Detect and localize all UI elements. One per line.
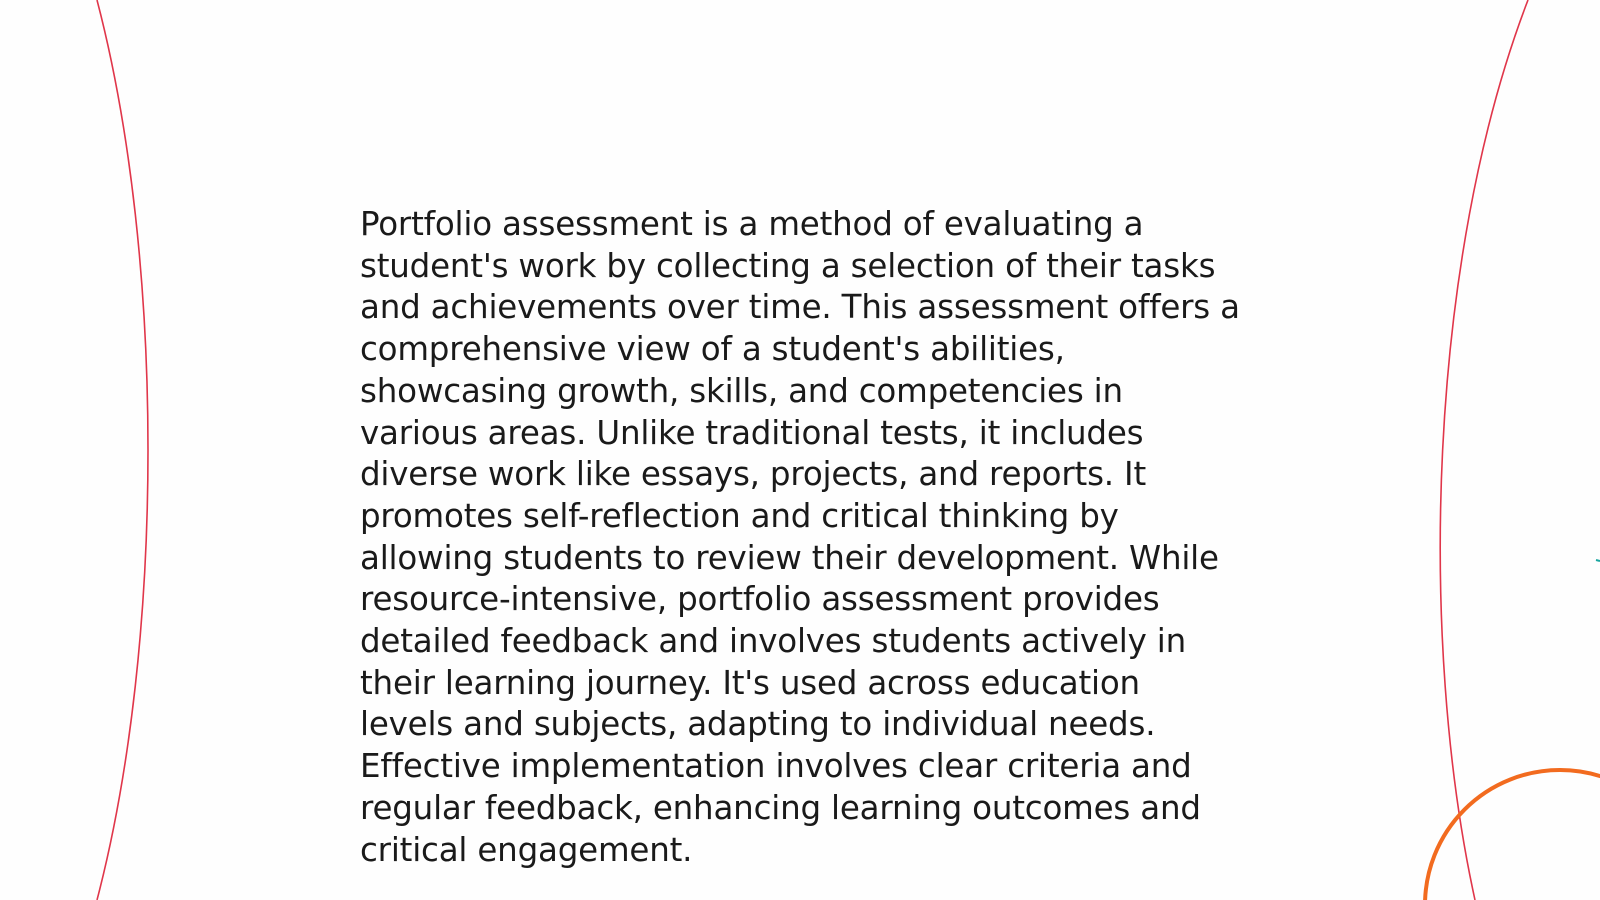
paragraph-line: and achievements over time. This assessment offers a [360, 288, 1240, 327]
left-curve [97, 0, 148, 900]
paragraph-line: diverse work like essays, projects, and reports. It [360, 455, 1146, 494]
paragraph-line: Effective implementation involves clear criteria and [360, 747, 1192, 786]
paragraph-line: promotes self-reflection and critical thinking by [360, 496, 1119, 535]
paragraph-line: detailed feedback and involves students actively in [360, 622, 1186, 661]
body-paragraph [360, 204, 1260, 871]
paragraph-line: their learning journey. It's used across education [360, 663, 1140, 702]
paragraph-line: critical engagement. [360, 830, 693, 869]
paragraph-line: regular feedback, enhancing learning outcomes and [360, 788, 1201, 827]
paragraph-line: showcasing growth, skills, and competencies in [360, 371, 1123, 410]
paragraph-line: levels and subjects, adapting to individual needs. [360, 705, 1156, 744]
right-curve [1440, 0, 1528, 900]
orange-circle-arc [1425, 770, 1600, 900]
paragraph-line: student's work by collecting a selection of their tasks [360, 246, 1216, 285]
paragraph-line: comprehensive view of a student's abilities, [360, 330, 1065, 369]
teal-accent-mark [1596, 560, 1600, 561]
paragraph-line: Portfolio assessment is a method of evaluating a [360, 205, 1144, 243]
paragraph-line: allowing students to review their development. While [360, 538, 1219, 577]
paragraph-line: resource-intensive, portfolio assessment provides [360, 580, 1160, 619]
paragraph-line: various areas. Unlike traditional tests, it includes [360, 413, 1144, 452]
